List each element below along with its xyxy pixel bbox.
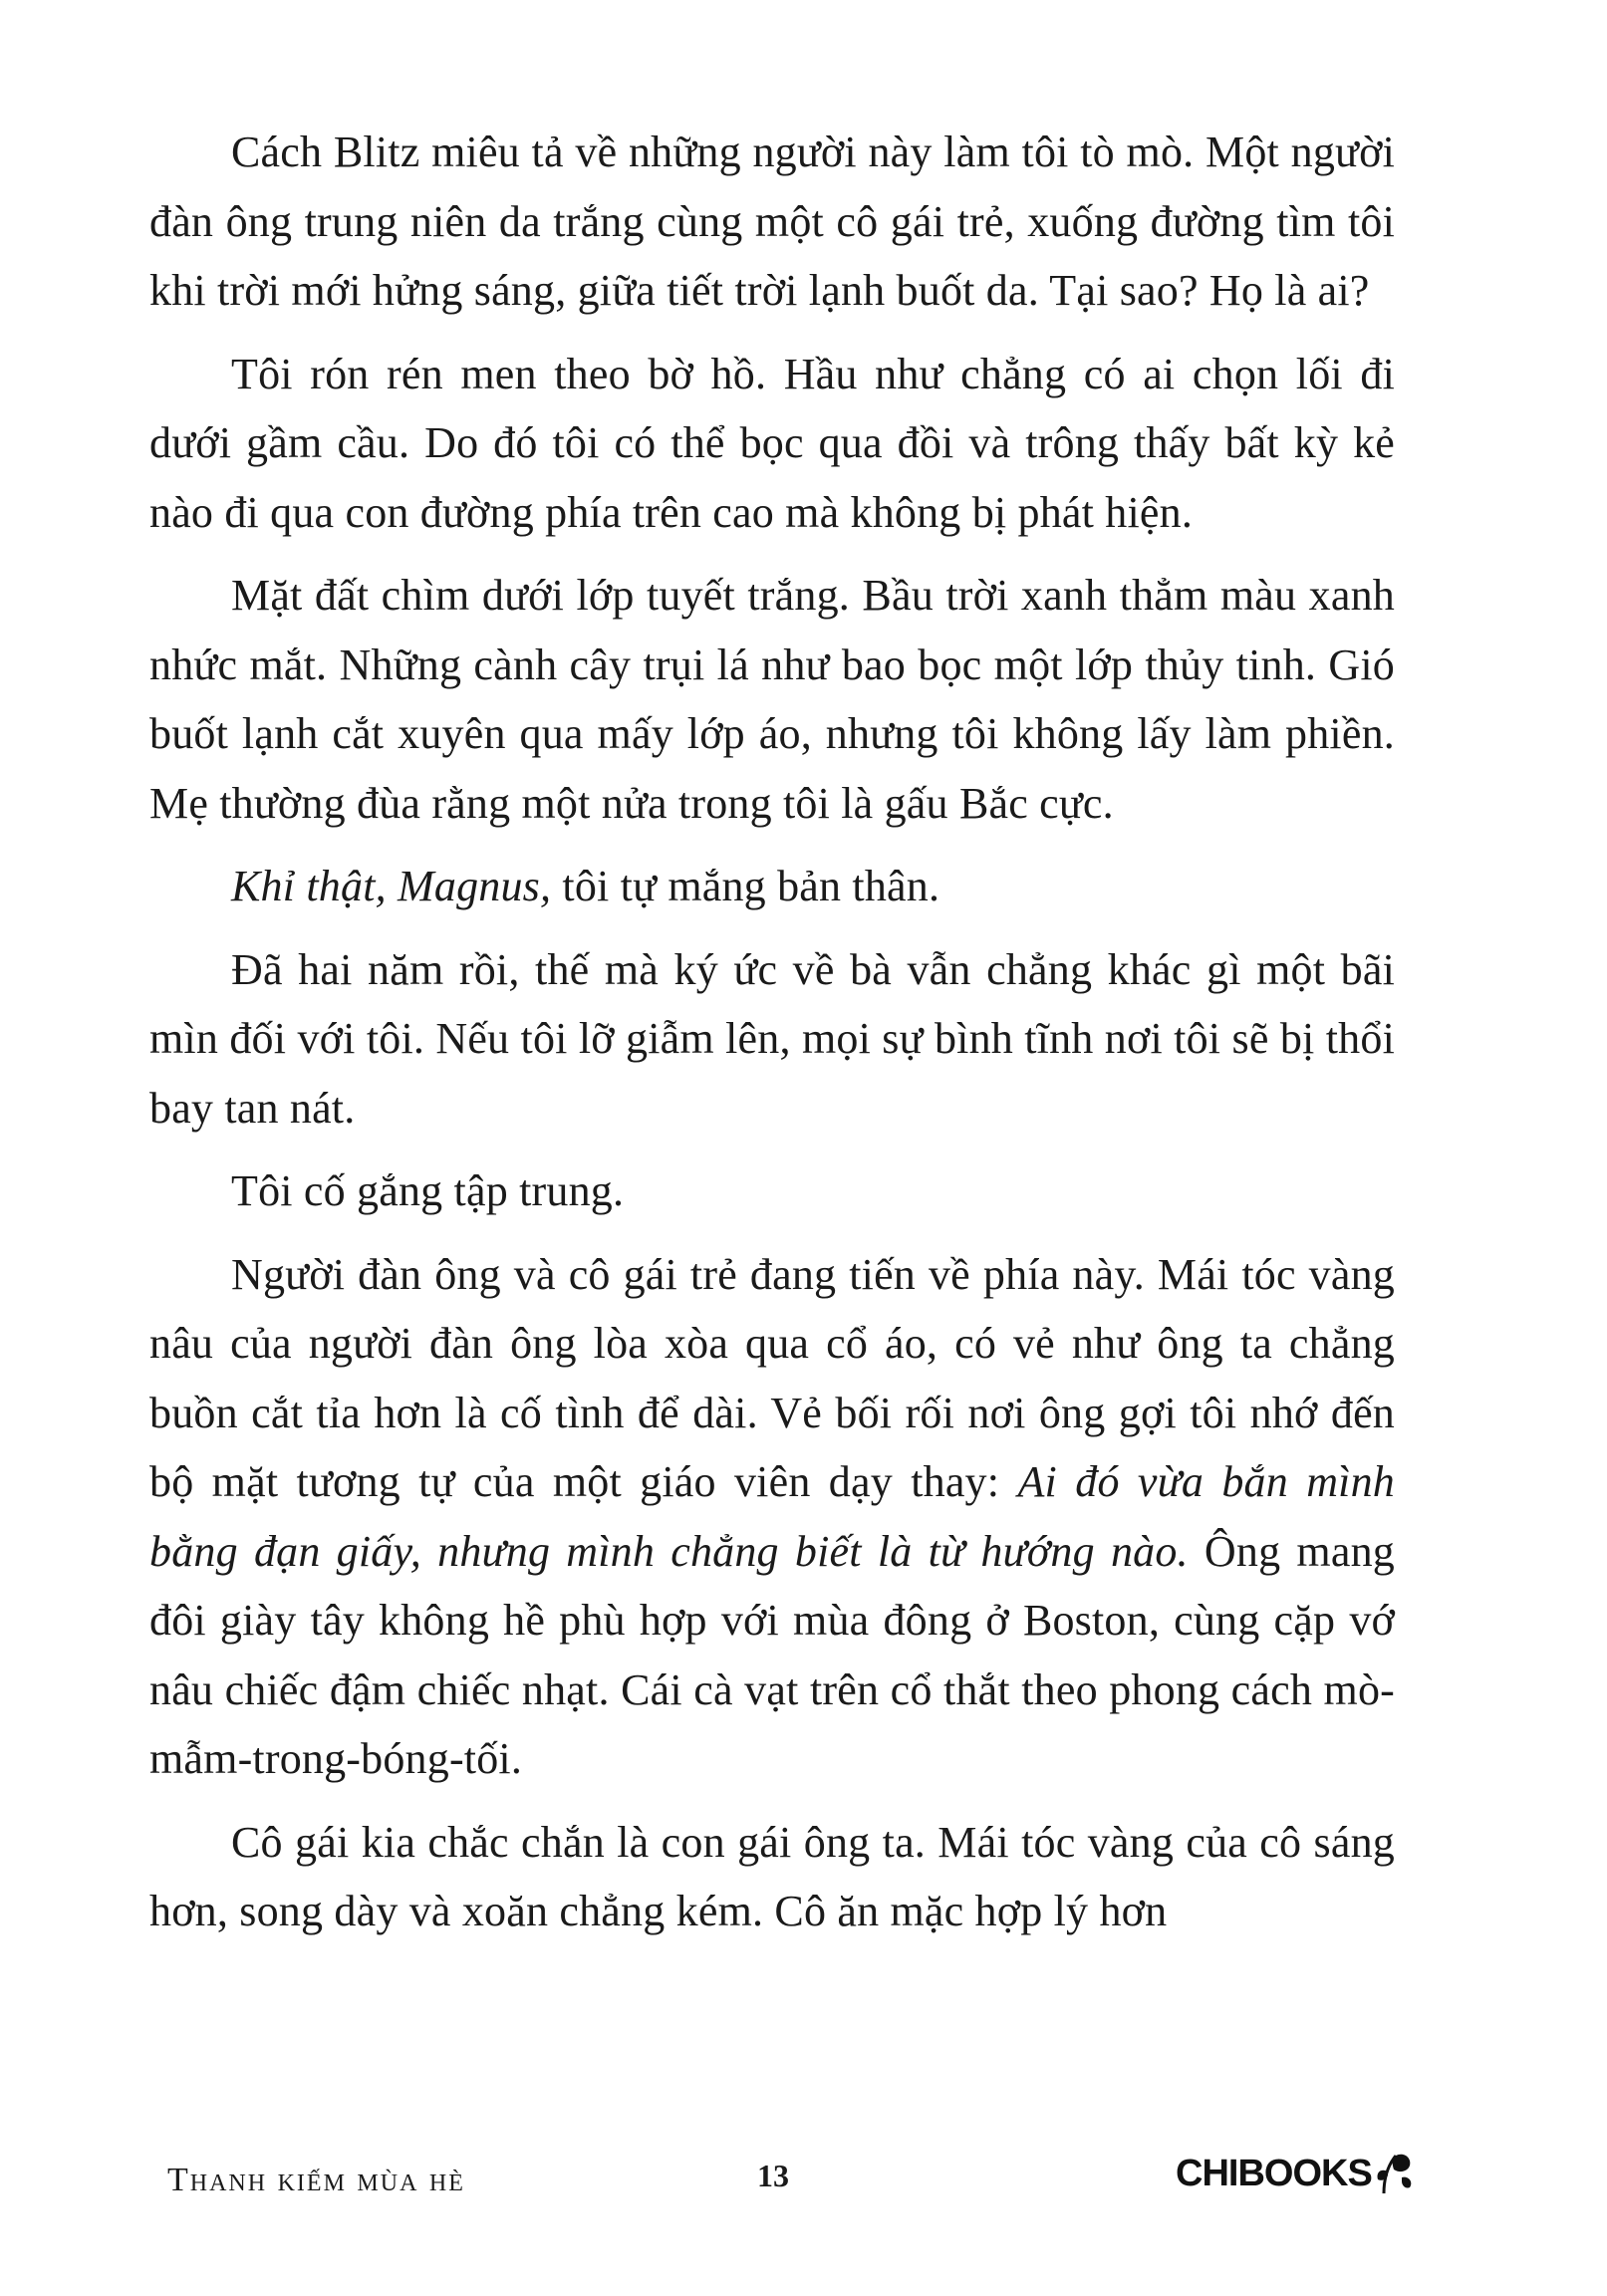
paragraph-4: [149, 852, 1395, 921]
paragraph-text: Đã hai năm rồi, thế mà ký ức về bà vẫn chẳng khác gì một bãi mìn đối với tôi. Nếu tôi lỡ giẫm lên, mọi sự bình tĩnh nơi tôi sẽ bị thổi bay tan nát.: [149, 944, 1395, 1133]
paragraph-8: [149, 1808, 1395, 1946]
paragraph-5: [149, 935, 1395, 1144]
publisher-name: CHIBOOKS: [1176, 2152, 1372, 2194]
paragraph-text: Tôi cố gắng tập trung.: [231, 1166, 625, 1215]
paragraph-text: Mặt đất chìm dưới lớp tuyết trắng. Bầu trời xanh thẳm màu xanh nhức mắt. Những cành cây trụi lá như bao bọc một lớp thủy tinh. Gió buốt lạnh cắt xuyên qua mấy lớp áo, nhưng tôi không lấy làm phiền. Mẹ thường đùa rằng một nửa trong tôi là gấu Bắc cực.: [149, 571, 1395, 828]
paragraph-1: [149, 118, 1395, 326]
paragraph-text: Cách Blitz miêu tả về những người này làm tôi tò mò. Một người đàn ông trung niên da trắng cùng một cô gái trẻ, xuống đường tìm tôi khi trời mới hửng sáng, giữa tiết trời lạnh buốt da. Tại sao? Họ là ai?: [149, 128, 1395, 315]
paragraph-2: [149, 340, 1395, 548]
paragraph-6: [149, 1156, 1395, 1226]
page-number: 13: [757, 2158, 789, 2193]
body-text: [149, 118, 1395, 1960]
paragraph-text: Người đàn ông và cô gái trẻ đang tiến về phía này. Mái tóc vàng nâu của người đàn ông lòa xòa qua cổ áo, có vẻ như ông ta chẳng buồn cắt tỉa hơn là cố tình để dài. Vẻ bối rối nơi ông gợi tôi nhớ đến bộ mặt tương tự của một giáo viên dạy thay:: [149, 1249, 1395, 1506]
paragraph-3: [149, 561, 1395, 838]
paragraph-text: Tôi rón rén men theo bờ hồ. Hầu như chẳng có ai chọn lối đi dưới gầm cầu. Do đó tôi có thể bọc qua đồi và trông thấy bất kỳ kẻ nào đi qua con đường phía trên cao mà không bị phát hiện.: [149, 349, 1395, 537]
paragraph-italic: Ai đó vừa bắn mình bằng đạn giấy, nhưng mình chẳng biết là từ hướng nào.: [149, 1457, 1395, 1576]
paragraph-italic: Khỉ thật, Magnus,: [231, 862, 552, 910]
page-footer: [0, 2142, 1607, 2221]
chibooks-leaf-logo-icon: [1374, 2148, 1418, 2199]
paragraph-text: Cô gái kia chắc chắn là con gái ông ta. Mái tóc vàng của cô sáng hơn, song dày và xoăn chẳng kém. Cô ăn mặc hợp lý hơn: [149, 1817, 1395, 1935]
publisher-mark: [1176, 2148, 1418, 2199]
paragraph-7: [149, 1240, 1395, 1794]
paragraph-text: tôi tự mắng bản thân.: [551, 862, 940, 910]
paragraph-text-after: Ông mang đôi giày tây không hề phù hợp với mùa đông ở Boston, cùng cặp vớ nâu chiếc đậm chiếc nhạt. Cái cà vạt trên cổ thắt theo phong cách mò-mẫm-trong-bóng-tối.: [149, 1526, 1395, 1783]
book-title: Thanh kiếm mùa hè: [167, 2162, 465, 2198]
